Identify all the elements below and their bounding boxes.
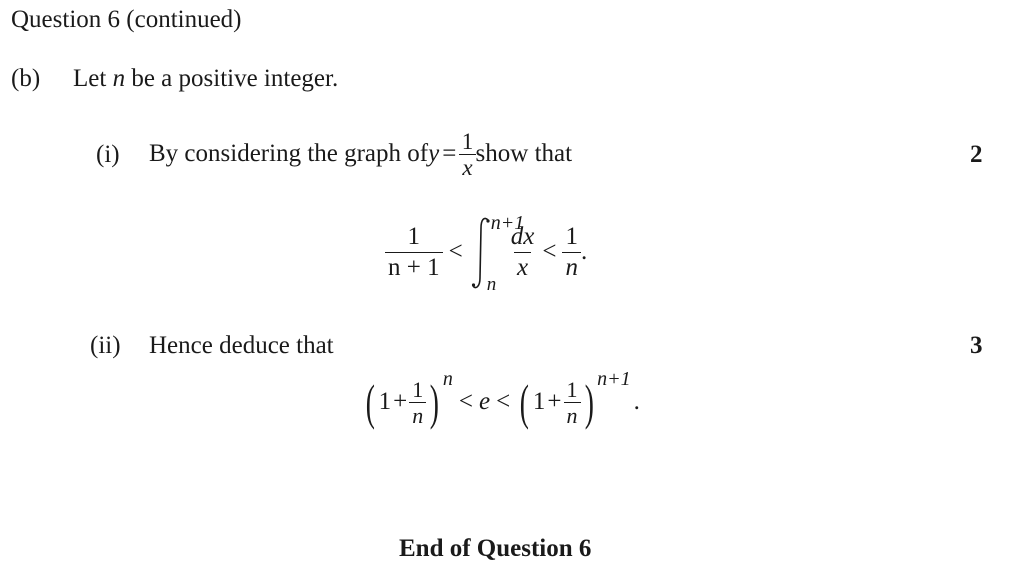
prompt-text-before: By considering the graph of — [149, 140, 429, 167]
e-inequality — [362, 370, 640, 434]
fraction-numerator: 1 — [461, 128, 474, 154]
upper-limit: n+1 — [490, 212, 525, 234]
less-than-sign: < — [448, 238, 463, 265]
stem-variable: n — [112, 65, 126, 92]
plus-sign-1: + — [393, 388, 408, 415]
one-over-x-fraction — [459, 129, 475, 180]
one-over-n-fraction-1 — [409, 377, 426, 428]
equals-sign: = — [442, 140, 457, 167]
one-term-1: 1 — [378, 388, 392, 415]
exponent-2: n+1 — [597, 368, 631, 390]
fraction-2-numerator: 1 — [566, 376, 578, 402]
integral-inequality — [385, 212, 588, 295]
one-over-n-fraction-2 — [564, 377, 581, 428]
exponent-1: n — [442, 368, 453, 390]
part-b-stem — [73, 64, 338, 94]
right-paren-1: ) — [430, 374, 440, 430]
stem-after: be a positive integer. — [125, 65, 339, 92]
part-b-label: (b) — [11, 65, 41, 92]
part-ii-prompt: Hence deduce that — [149, 332, 334, 359]
part-i-prompt — [149, 124, 572, 184]
part-ii-marks: 3 — [970, 332, 983, 359]
one-term-2: 1 — [532, 388, 546, 415]
prompt-text-after: show that — [475, 140, 573, 167]
stem-before: Let — [73, 65, 113, 92]
right-fraction — [562, 222, 581, 283]
plus-sign-2: + — [547, 388, 562, 415]
right-denominator: n — [562, 252, 581, 283]
part-i-label: (i) — [96, 141, 120, 168]
part-i-marks: 2 — [970, 141, 983, 168]
period-2: . — [633, 388, 640, 415]
left-paren-1: ( — [365, 374, 375, 430]
page-title: Question 6 (continued) — [11, 6, 242, 33]
integrand-numerator: dx — [510, 222, 535, 250]
part-ii-label: (ii) — [90, 332, 121, 359]
less-than-sign-2: < — [542, 238, 557, 265]
euler-e: e — [479, 388, 491, 415]
right-paren-2: ) — [584, 374, 594, 430]
less-than-sign-4: < — [496, 388, 511, 415]
fraction-denominator: x — [459, 154, 475, 180]
fraction-2-denominator: n — [564, 402, 581, 428]
y-variable: y — [428, 140, 440, 167]
fraction-1-numerator: 1 — [412, 376, 424, 402]
left-denominator: n + 1 — [385, 252, 443, 283]
period: . — [580, 238, 588, 265]
integrand-denominator: x — [514, 252, 531, 283]
lower-limit: n — [486, 274, 497, 295]
end-of-question: End of Question 6 — [399, 535, 592, 562]
less-than-sign-3: < — [458, 388, 474, 415]
left-fraction — [385, 222, 443, 283]
left-numerator: 1 — [407, 222, 421, 250]
left-paren-2: ( — [519, 374, 530, 430]
right-numerator: 1 — [565, 222, 578, 250]
fraction-1-denominator: n — [409, 402, 426, 428]
